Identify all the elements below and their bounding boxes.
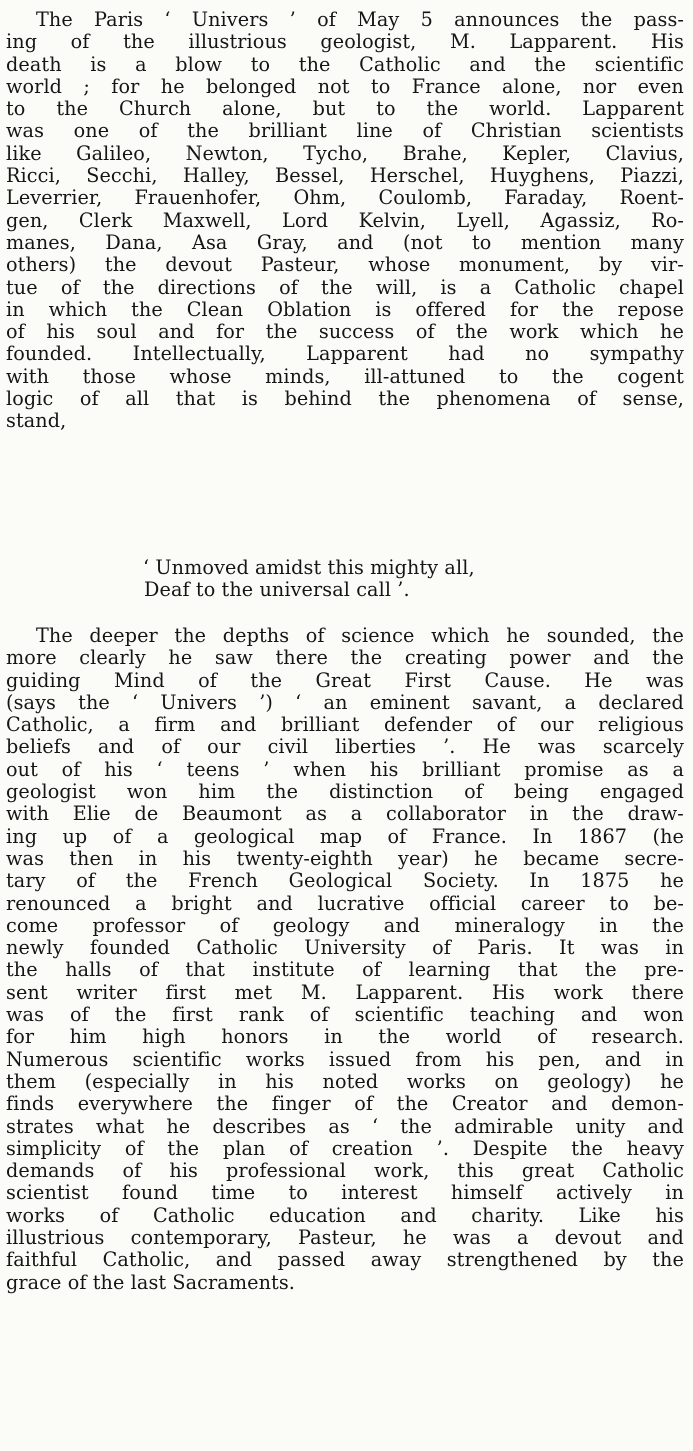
text-line: Numerous scientific works issued from his pen, and in xyxy=(6,1047,684,1071)
text-line: ing up of a geological map of France. In 1867 (he xyxy=(6,824,684,848)
text-line: founded. Intellectually, Lapparent had no sympathy xyxy=(6,342,684,366)
text-line: was then in his twenty-eighth year) he became secre- xyxy=(6,846,684,870)
text-line: tue of the directions of the will, is a Catholic chapel xyxy=(6,275,684,299)
text-line: geologist won him the distinction of being engaged xyxy=(6,780,684,804)
text-line: stand, xyxy=(6,409,67,433)
text-line: was one of the brilliant line of Christian scientists xyxy=(6,119,684,143)
text-line: of his soul and for the success of the work which he xyxy=(6,320,684,344)
verse-quotation xyxy=(143,557,475,602)
text-line: out of his ‘ teens ’ when his brilliant promise as a xyxy=(6,757,684,781)
text-line: come professor of geology and mineralogy in the xyxy=(6,913,684,937)
text-line: with those whose minds, ill-attuned to the cogent xyxy=(6,364,684,388)
text-line: to the Church alone, but to the world. Lapparent xyxy=(6,97,684,121)
text-line: world ; for he belonged not to France alone, nor even xyxy=(6,74,684,98)
paragraph-lapparent-obituary xyxy=(6,9,684,433)
text-line: logic of all that is behind the phenomena of sense, xyxy=(6,387,684,411)
text-line: manes, Dana, Asa Gray, and (not to mention many xyxy=(6,230,684,254)
text-line: tary of the French Geological Society. In 1875 he xyxy=(6,869,684,893)
paragraph-lapparent-career xyxy=(6,625,684,1294)
text-line: for him high honors in the world of research. xyxy=(6,1025,684,1049)
text-line: sent writer first met M. Lapparent. His work there xyxy=(6,980,684,1004)
text-line: The deeper the depths of science which he sounded, the xyxy=(36,624,684,647)
text-line: (says the ‘ Univers ’) ‘ an eminent savant, a declared xyxy=(6,690,684,714)
text-line: the halls of that institute of learning that the pre- xyxy=(6,958,684,982)
text-line: guiding Mind of the Great First Cause. He was xyxy=(6,668,684,692)
text-line: with Elie de Beaumont as a collaborator in the draw- xyxy=(6,802,684,826)
text-line: in which the Clean Oblation is offered for the repose xyxy=(6,297,684,321)
text-line: Ricci, Secchi, Halley, Bessel, Herschel, Huyghens, Piazzi, xyxy=(6,164,684,188)
text-line: beliefs and of our civil liberties ’. He was scarcely xyxy=(6,735,684,759)
text-line: strates what he describes as ‘ the admirable unity and xyxy=(6,1114,684,1138)
text-line: Leverrier, Frauenhofer, Ohm, Coulomb, Faraday, Roent- xyxy=(6,186,684,210)
text-line: works of Catholic education and charity. Like his xyxy=(6,1203,684,1227)
text-line: was of the first rank of scientific teaching and won xyxy=(6,1003,684,1027)
text-line: death is a blow to the Catholic and the scientific xyxy=(6,52,684,76)
text-line: demands of his professional work, this great Catholic xyxy=(6,1159,684,1183)
text-line: scientist found time to interest himself actively in xyxy=(6,1181,684,1205)
text-line: ing of the illustrious geologist, M. Lapparent. His xyxy=(6,30,684,54)
text-line: like Galileo, Newton, Tycho, Brahe, Kepler, Clavius, xyxy=(6,141,684,165)
text-line: others) the devout Pasteur, whose monument, by vir- xyxy=(6,253,684,277)
text-line: Catholic, a firm and brilliant defender of our religious xyxy=(6,713,684,737)
text-line: newly founded Catholic University of Paris. It was in xyxy=(6,936,684,960)
text-line: illustrious contemporary, Pasteur, he was a devout and xyxy=(6,1226,684,1250)
text-line: more clearly he saw there the creating power and the xyxy=(6,646,684,670)
text-line: renounced a bright and lucrative official career to be- xyxy=(6,891,684,915)
text-line: gen, Clerk Maxwell, Lord Kelvin, Lyell, Agassiz, Ro- xyxy=(6,208,684,232)
quote-line: Deaf to the universal call ’. xyxy=(144,578,410,602)
text-line: faithful Catholic, and passed away strengthened by the xyxy=(6,1248,684,1272)
text-line: them (especially in his noted works on geology) he xyxy=(6,1069,684,1093)
text-line: simplicity of the plan of creation ’. Despite the heavy xyxy=(6,1136,684,1160)
text-line: The Paris ‘ Univers ’ of May 5 announces the pass- xyxy=(36,8,684,31)
text-line: finds everywhere the finger of the Creator and demon- xyxy=(6,1092,684,1116)
quote-line: ‘ Unmoved amidst this mighty all, xyxy=(143,556,475,579)
text-line: grace of the last Sacraments. xyxy=(6,1270,296,1294)
